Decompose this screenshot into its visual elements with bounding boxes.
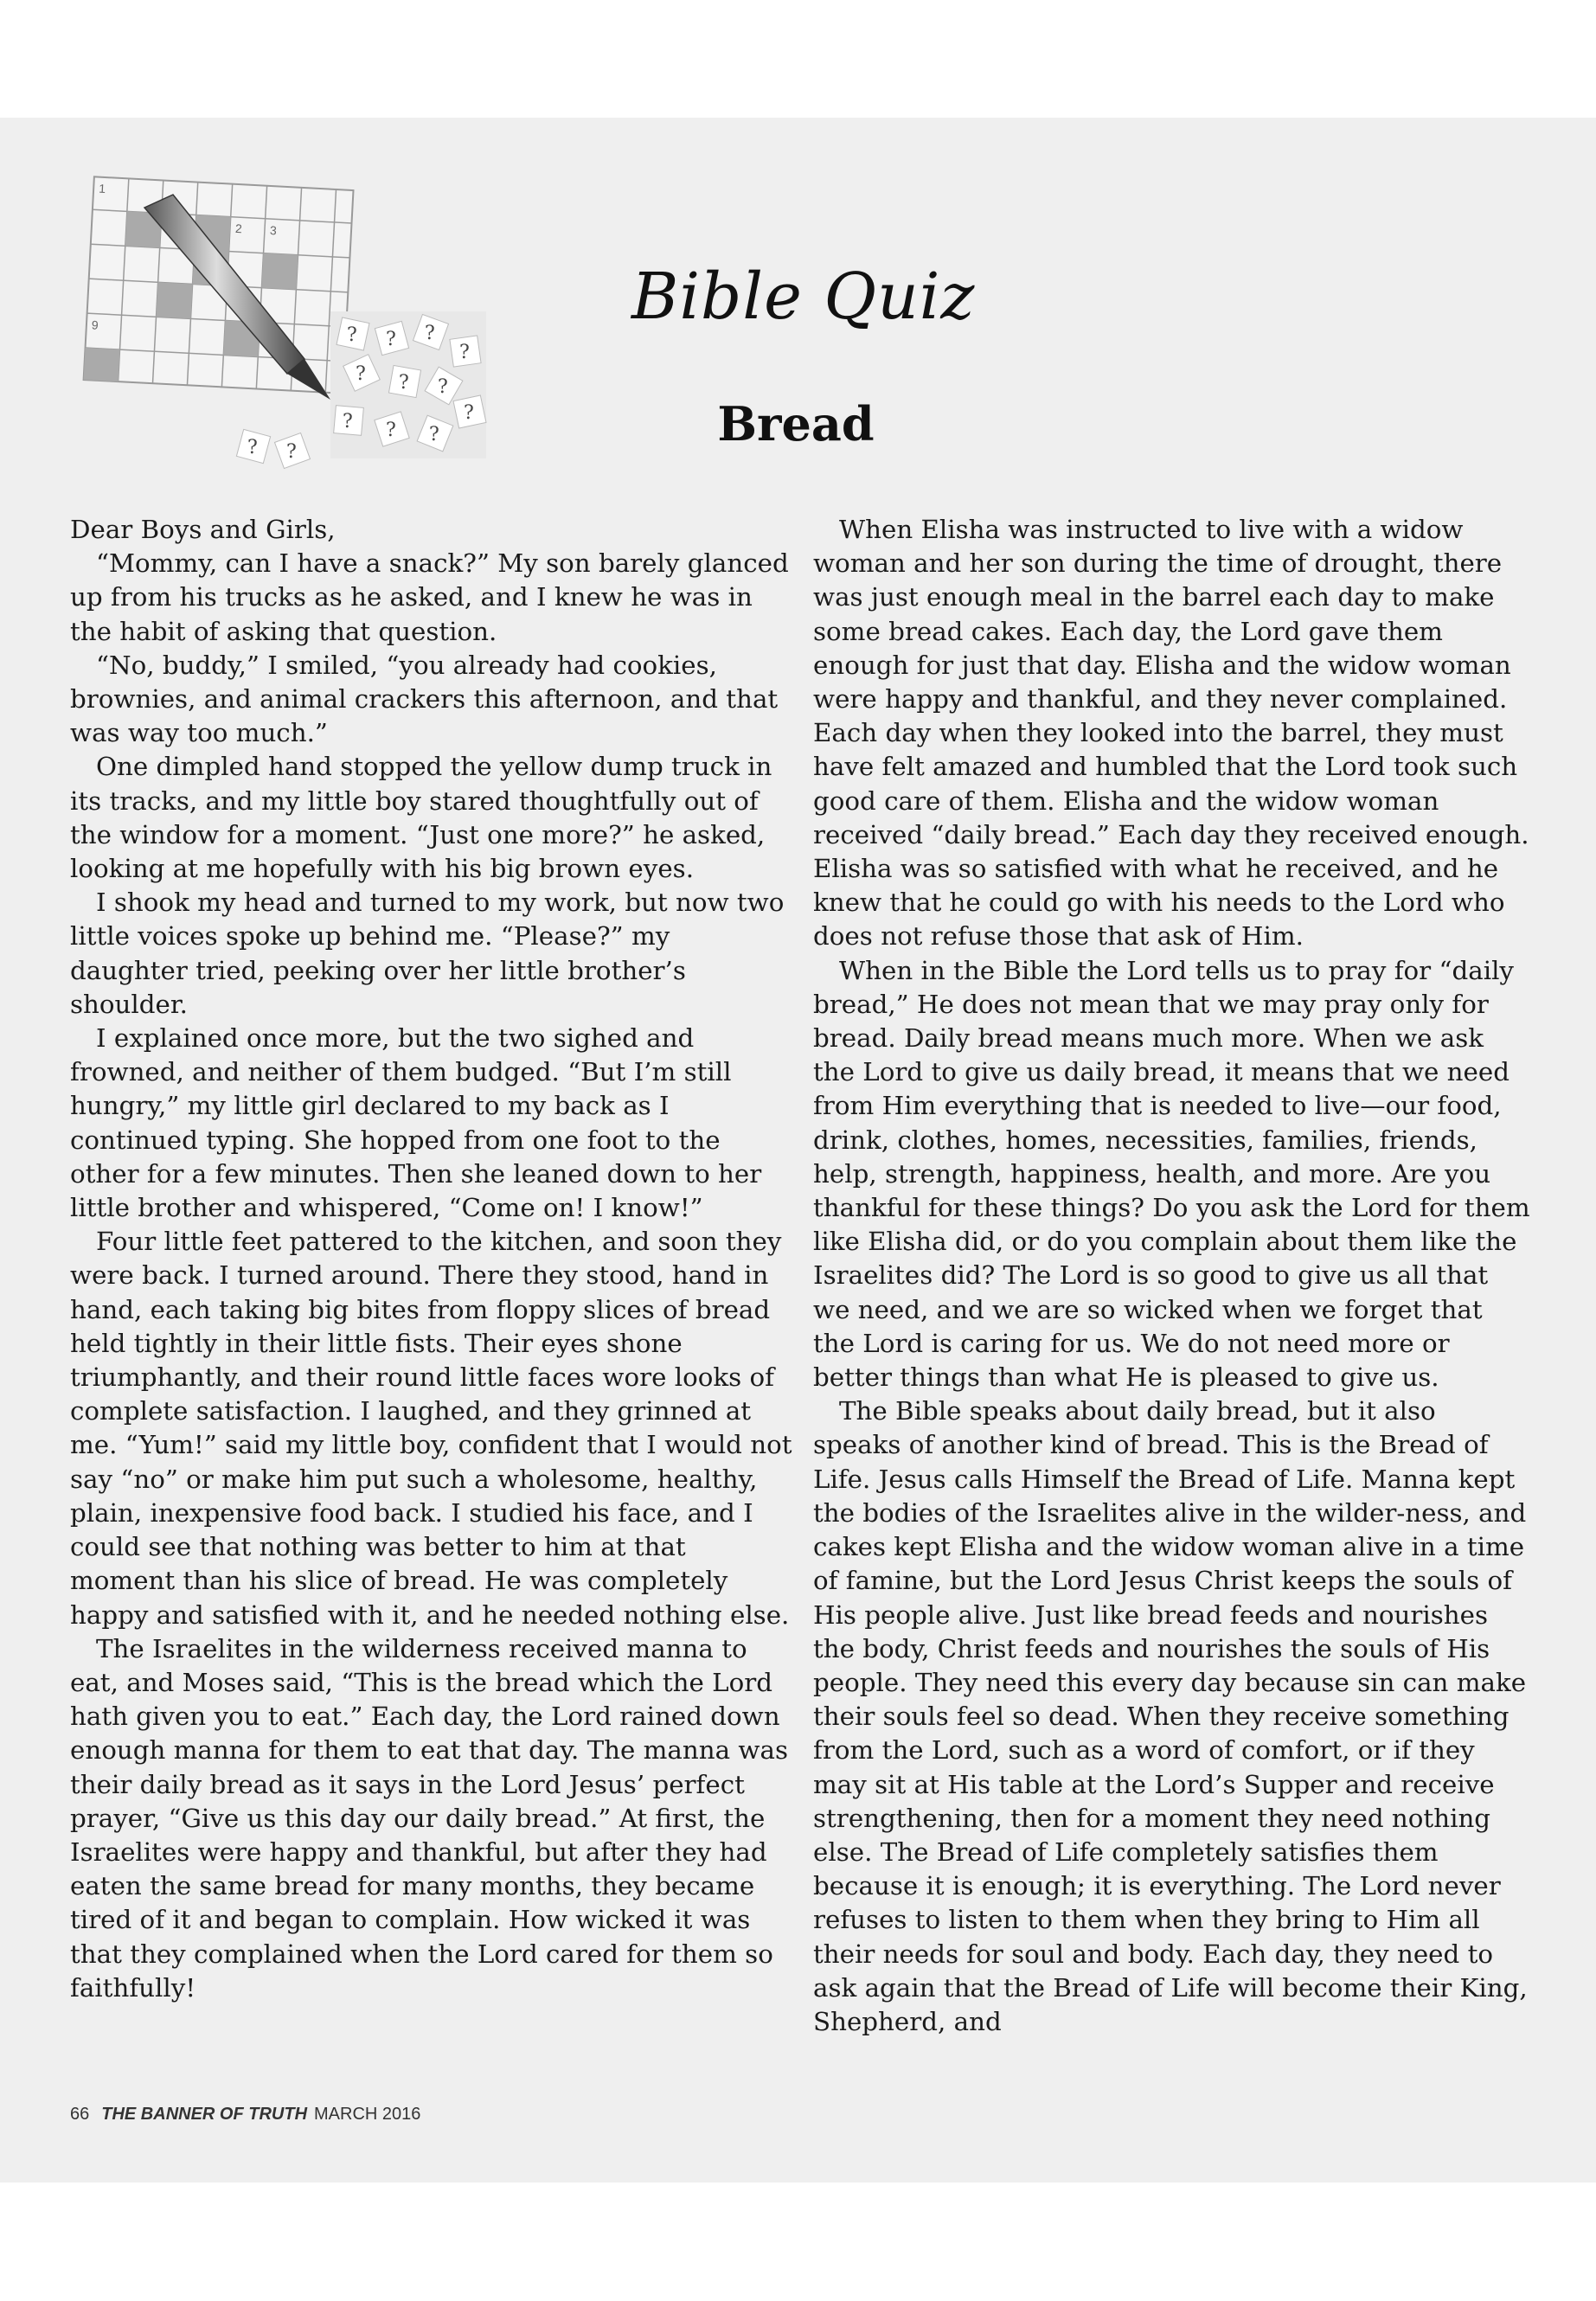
svg-text:?: ?	[429, 424, 439, 445]
crossword-number: 2	[234, 221, 243, 236]
svg-text:?: ?	[425, 323, 435, 344]
paragraph: “Mommy, can I have a snack?” My son barely glanced up from his trucks as he asked, and I knew he was in the habit of asking that question.	[70, 548, 789, 646]
salutation: Dear Boys and Girls,	[70, 515, 336, 544]
right-column	[813, 513, 1531, 2039]
publication-name: THE BANNER OF TRUTH	[101, 2105, 308, 2124]
page-title: Bible Quiz	[631, 260, 976, 334]
issue-date: MARCH 2016	[314, 2105, 421, 2124]
svg-text:?: ?	[386, 329, 396, 350]
crossword-pencil-illustration	[71, 173, 503, 493]
svg-text:?: ?	[438, 376, 448, 398]
crossword-number: 1	[98, 181, 106, 196]
svg-text:?: ?	[347, 324, 357, 346]
paragraph: The Bible speaks about daily bread, but it also speaks of another kind of bread. This is the Bread of Life. Jesus calls Himself the Bread of Life. Manna kept the bodies of the Israelites alive in the wilder-ness, and cakes kept Elisha and the widow woman alive in a time of famine, but the Lord Jesus Christ keeps the souls of His people alive. Just like bread feeds and nourishes the body, Christ feeds and nourishes the souls of His people. They need this every day because sin can make their souls feel so dead. When they receive something from the Lord, such as a word of comfort, or if they may sit at His table at the Lord’s Supper and receive strengthening, then for a moment they need nothing else. The Bread of Life completely satisfies them because it is enough; it is everything. The Lord never refuses to listen to them when they bring to Him all their needs for soul and body. Each day, they need to ask again that the Bread of Life will become their King, Shepherd, and	[813, 1396, 1528, 2036]
svg-text:?: ?	[459, 342, 470, 363]
page-number: 66	[70, 2105, 90, 2124]
paragraph: When Elisha was instructed to live with a widow woman and her son during the time of drought, there was just enough meal in the barrel each day to make some bread cakes. Each day, the Lord gave them enough for just that day. Elisha and the widow woman were happy and thankful, and they never complained. Each day when they looked into the barrel, they must have felt amazed and humbled that the Lord took such good care of them. Elisha and the widow woman received “daily bread.” Each day they received enough. Elisha was so satisfied with what he received, and he knew that he could go with his needs to the Lord who does not refuse those that ask of Him.	[813, 515, 1529, 952]
svg-text:?: ?	[386, 420, 396, 441]
page-footer	[70, 2105, 420, 2125]
paragraph: One dimpled hand stopped the yellow dump truck in its tracks, and my little boy stared thoughtfully out of the window for a moment. “Just one more?” he asked, looking at me hopefully with his big brown eyes.	[70, 752, 772, 884]
crossword-number: 3	[269, 223, 278, 238]
svg-text:?: ?	[343, 411, 353, 433]
article-subtitle: Bread	[717, 396, 875, 452]
paragraph: When in the Bible the Lord tells us to pray for “daily bread,” He does not mean that we may pray only for bread. Daily bread means much more. When we ask the Lord to give us daily bread, it means that we need from Him everything that is needed to live—our food, drink, clothes, homes, necessities, families, friends, help, strength, happiness, health, and more. Are you thankful for these things? Do you ask the Lord for them like Elisha did, or do you complain about them like the Israelites did? The Lord is so good to give us all that we need, and we are so wicked when we forget that the Lord is caring for us. We do not need more or better things than what He is pleased to give us.	[813, 955, 1530, 1393]
left-column	[70, 513, 792, 2005]
paragraph: I explained once more, but the two sighed and frowned, and neither of them budged. “But I’m still hungry,” my little girl declared to my back as I continued typing. She hopped from one foot to the other for a few minutes. Then she leaned down to her little brother and whispered, “Come on! I know!”	[70, 1023, 762, 1223]
paragraph: “No, buddy,” I smiled, “you already had cookies, brownies, and animal crackers this afternoon, and that was way too much.”	[70, 650, 779, 748]
paragraph: Four little feet pattered to the kitchen, and soon they were back. I turned around. There they stood, hand in hand, each taking big bites from floppy slices of bread held tightly in their little fists. Their eyes shone triumphantly, and their round little faces wore looks of complete satisfaction. I laughed, and they grinned at me. “Yum!” said my little boy, confident that I would not say “no” or make him put such a wholesome, healthy, plain, inexpensive food back. I studied his face, and I could see that nothing was better to him at that moment than his slice of bread. He was completely happy and satisfied with it, and he needed nothing else.	[70, 1227, 792, 1630]
crossword-number: 9	[91, 317, 99, 332]
paragraph: The Israelites in the wilderness received manna to eat, and Moses said, “This is the bread which the Lord hath given you to eat.” Each day, the Lord rained down enough manna for them to eat that day. The manna was their daily bread as it says in the Lord Jesus’ perfect prayer, “Give us this day our daily bread.” At first, the Israelites were happy and thankful, but after they had eaten the same bread for many months, they became tired of it and began to complain. How wicked it was that they complained when the Lord cared for them so faithfully!	[70, 1633, 788, 2003]
svg-text:?: ?	[356, 363, 366, 385]
svg-text:?: ?	[247, 437, 258, 458]
svg-text:?: ?	[464, 402, 474, 424]
svg-text:?: ?	[286, 441, 297, 463]
svg-text:?: ?	[399, 372, 409, 394]
paragraph: I shook my head and turned to my work, but now two little voices spoke up behind me. “Please?” my daughter tried, peeking over her little brother’s shoulder.	[70, 888, 785, 1019]
